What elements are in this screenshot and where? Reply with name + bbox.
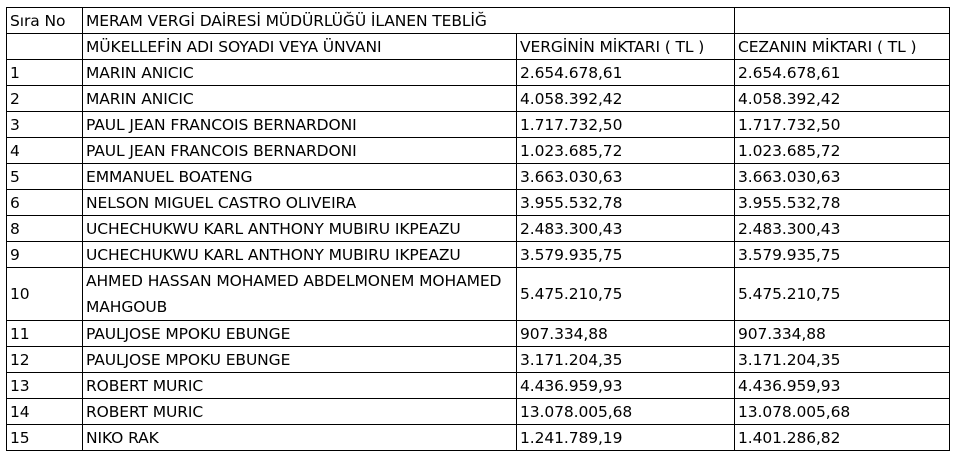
table-row	[7, 164, 950, 190]
row-number: 9	[7, 242, 83, 268]
tax-amount: 5.475.210,75	[517, 268, 735, 321]
penalty-amount: 907.334,88	[735, 321, 950, 347]
penalty-amount: 1.023.685,72	[735, 138, 950, 164]
taxpayer-name: UCHECHUKWU KARL ANTHONY MUBIRU IKPEAZU	[83, 216, 517, 242]
row-number: 14	[7, 399, 83, 425]
taxpayer-name: PAULJOSE MPOKU EBUNGE	[83, 321, 517, 347]
table-row	[7, 112, 950, 138]
taxpayer-name: ROBERT MURIC	[83, 399, 517, 425]
table-row	[7, 399, 950, 425]
taxpayer-name: NIKO RAK	[83, 425, 517, 451]
tax-amount: 13.078.005,68	[517, 399, 735, 425]
taxpayer-name: PAULJOSE MPOKU EBUNGE	[83, 347, 517, 373]
notice-title: MERAM VERGİ DAİRESİ MÜDÜRLÜĞÜ İLANEN TEBLİĞ	[83, 8, 735, 34]
table-row	[7, 190, 950, 216]
taxpayer-name: UCHECHUKWU KARL ANTHONY MUBIRU IKPEAZU	[83, 242, 517, 268]
row-number: 8	[7, 216, 83, 242]
sira-no-header: Sıra No	[7, 8, 83, 34]
empty-cell	[735, 8, 950, 34]
tax-amount: 4.436.959,93	[517, 373, 735, 399]
tax-amount: 3.663.030,63	[517, 164, 735, 190]
tax-amount: 3.579.935,75	[517, 242, 735, 268]
row-number: 11	[7, 321, 83, 347]
row-number: 5	[7, 164, 83, 190]
taxpayer-name: PAUL JEAN FRANCOIS BERNARDONI	[83, 112, 517, 138]
tax-amount: 907.334,88	[517, 321, 735, 347]
penalty-amount: 2.483.300,43	[735, 216, 950, 242]
row-number: 10	[7, 268, 83, 321]
blank-header-cell	[7, 34, 83, 60]
table-row	[7, 138, 950, 164]
taxpayer-name: ROBERT MURIC	[83, 373, 517, 399]
table-row	[7, 86, 950, 112]
header-row	[7, 34, 950, 60]
tax-amount: 3.955.532,78	[517, 190, 735, 216]
taxpayer-name: AHMED HASSAN MOHAMED ABDELMONEM MOHAMED MAHGOUB	[83, 268, 517, 321]
table-row	[7, 373, 950, 399]
tax-amount: 3.171.204,35	[517, 347, 735, 373]
table-row	[7, 347, 950, 373]
tax-amount: 2.654.678,61	[517, 60, 735, 86]
row-number: 6	[7, 190, 83, 216]
penalty-amount: 3.663.030,63	[735, 164, 950, 190]
name-header: MÜKELLEFİN ADI SOYADI VEYA ÜNVANI	[83, 34, 517, 60]
tax-amount: 2.483.300,43	[517, 216, 735, 242]
penalty-amount: 2.654.678,61	[735, 60, 950, 86]
penalty-amount: 4.436.959,93	[735, 373, 950, 399]
penalty-amount: 4.058.392,42	[735, 86, 950, 112]
penalty-amount: 1.401.286,82	[735, 425, 950, 451]
row-number: 4	[7, 138, 83, 164]
tax-amount: 4.058.392,42	[517, 86, 735, 112]
table-row	[7, 60, 950, 86]
title-row	[7, 8, 950, 34]
penalty-amount: 3.579.935,75	[735, 242, 950, 268]
row-number: 3	[7, 112, 83, 138]
row-number: 13	[7, 373, 83, 399]
table-row	[7, 216, 950, 242]
tax-amount: 1.241.789,19	[517, 425, 735, 451]
tax-notice-table	[6, 7, 950, 451]
penalty-amount-header: CEZANIN MİKTARI ( TL )	[735, 34, 950, 60]
tax-amount: 1.023.685,72	[517, 138, 735, 164]
tax-amount: 1.717.732,50	[517, 112, 735, 138]
penalty-amount: 3.955.532,78	[735, 190, 950, 216]
table-row	[7, 268, 950, 321]
taxpayer-name: EMMANUEL BOATENG	[83, 164, 517, 190]
table-row	[7, 242, 950, 268]
penalty-amount: 3.171.204,35	[735, 347, 950, 373]
tax-amount-header: VERGİNİN MİKTARI ( TL )	[517, 34, 735, 60]
taxpayer-name: PAUL JEAN FRANCOIS BERNARDONI	[83, 138, 517, 164]
penalty-amount: 1.717.732,50	[735, 112, 950, 138]
row-number: 15	[7, 425, 83, 451]
penalty-amount: 5.475.210,75	[735, 268, 950, 321]
taxpayer-name: MARIN ANICIC	[83, 60, 517, 86]
taxpayer-name: NELSON MIGUEL CASTRO OLIVEIRA	[83, 190, 517, 216]
row-number: 1	[7, 60, 83, 86]
table-row	[7, 321, 950, 347]
row-number: 2	[7, 86, 83, 112]
taxpayer-name: MARIN ANICIC	[83, 86, 517, 112]
penalty-amount: 13.078.005,68	[735, 399, 950, 425]
row-number: 12	[7, 347, 83, 373]
table-row	[7, 425, 950, 451]
